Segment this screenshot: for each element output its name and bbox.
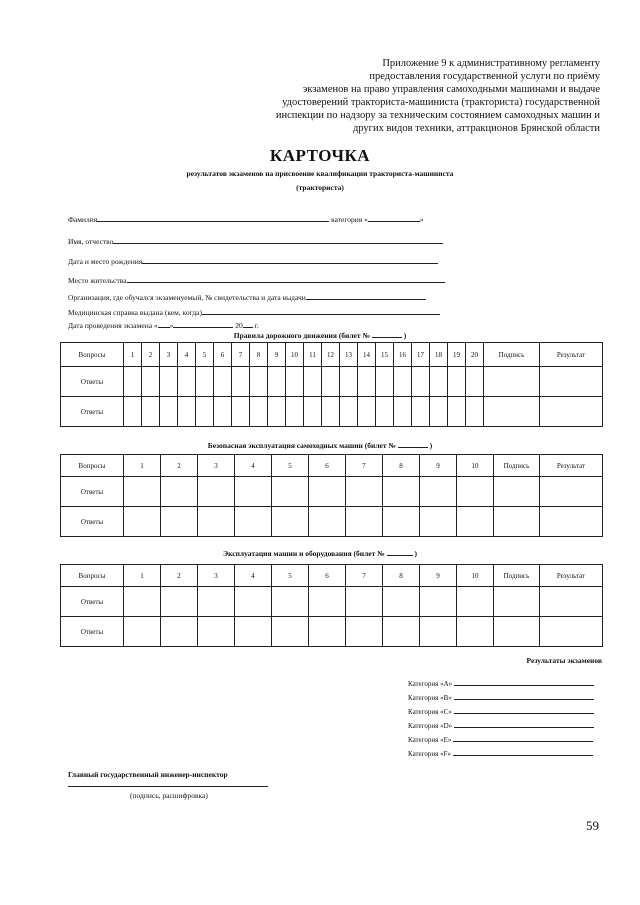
question-number: 9 bbox=[420, 565, 457, 587]
answer-cell[interactable] bbox=[448, 397, 466, 427]
category-d-line[interactable] bbox=[454, 720, 594, 728]
answer-cell[interactable] bbox=[346, 587, 383, 617]
question-number: 11 bbox=[304, 343, 322, 367]
answer-cell[interactable] bbox=[160, 367, 178, 397]
answer-cell[interactable] bbox=[286, 397, 304, 427]
answers-label: Ответы bbox=[61, 397, 124, 427]
answer-cell[interactable] bbox=[198, 617, 235, 647]
question-number: 13 bbox=[340, 343, 358, 367]
answer-cell[interactable] bbox=[346, 477, 383, 507]
answer-cell[interactable] bbox=[235, 617, 272, 647]
answer-cell[interactable] bbox=[272, 507, 309, 537]
answer-cell[interactable] bbox=[358, 367, 376, 397]
answer-cell[interactable] bbox=[235, 477, 272, 507]
answer-cell[interactable] bbox=[322, 397, 340, 427]
answers-label: Ответы bbox=[61, 367, 124, 397]
question-number: 10 bbox=[457, 565, 494, 587]
answer-cell[interactable] bbox=[383, 617, 420, 647]
document-subtitle bbox=[0, 167, 640, 195]
category-f-label: Категория «F» bbox=[408, 750, 451, 758]
answer-cell[interactable] bbox=[340, 397, 358, 427]
answer-cell[interactable] bbox=[322, 367, 340, 397]
section-traffic-rules-close: ) bbox=[403, 331, 407, 340]
answer-cell[interactable] bbox=[457, 507, 494, 537]
category-b-line[interactable] bbox=[454, 692, 594, 700]
answer-cell[interactable] bbox=[124, 507, 161, 537]
answer-cell[interactable] bbox=[430, 367, 448, 397]
question-number: 19 bbox=[448, 343, 466, 367]
answer-cell[interactable] bbox=[309, 617, 346, 647]
question-number: 5 bbox=[272, 455, 309, 477]
result-header: Результат bbox=[540, 565, 603, 587]
category-label: категория « bbox=[331, 215, 368, 224]
answer-cell[interactable] bbox=[346, 507, 383, 537]
header-line-4: удостоверений тракториста-машиниста (тракториста) государственной bbox=[282, 97, 600, 108]
answers-label: Ответы bbox=[61, 477, 124, 507]
category-e-label: Категория «Е» bbox=[408, 736, 452, 744]
category-f-line[interactable] bbox=[453, 748, 593, 756]
answer-cell[interactable] bbox=[383, 587, 420, 617]
answer-cell[interactable] bbox=[161, 617, 198, 647]
answer-cell[interactable] bbox=[457, 617, 494, 647]
question-number: 7 bbox=[232, 343, 250, 367]
question-number: 17 bbox=[412, 343, 430, 367]
name-row bbox=[68, 236, 443, 246]
answer-cell[interactable] bbox=[448, 367, 466, 397]
question-number: 8 bbox=[383, 455, 420, 477]
section-safe-operation-label: Безопасная эксплуатация самоходных машин (билет № bbox=[207, 441, 396, 450]
section-operation-close: ) bbox=[414, 549, 417, 558]
inspector-title: Главный государственный инженер-инспектор bbox=[68, 770, 228, 779]
signature-cell[interactable] bbox=[494, 507, 540, 537]
question-number: 1 bbox=[124, 455, 161, 477]
safe-operation-table bbox=[60, 454, 603, 537]
question-number: 10 bbox=[286, 343, 304, 367]
answer-cell[interactable] bbox=[142, 397, 160, 427]
question-number: 3 bbox=[198, 565, 235, 587]
question-number: 18 bbox=[430, 343, 448, 367]
answer-cell[interactable] bbox=[420, 477, 457, 507]
answer-cell[interactable] bbox=[309, 587, 346, 617]
subtitle-line-1: результатов экзаменов на присвоение квалификации тракториста-машиниста bbox=[186, 169, 454, 178]
question-number: 6 bbox=[309, 455, 346, 477]
question-number: 1 bbox=[124, 343, 142, 367]
answer-cell[interactable] bbox=[235, 507, 272, 537]
category-a-label: Категория «А» bbox=[408, 680, 453, 688]
result-cell[interactable] bbox=[540, 397, 603, 427]
answer-cell[interactable] bbox=[268, 367, 286, 397]
organization-label: Организация, где обучался экзаменуемый, № свидетельства и дата выдачи bbox=[68, 293, 306, 302]
category-d-row bbox=[408, 720, 594, 730]
answers-row bbox=[61, 397, 603, 427]
category-e-row bbox=[408, 734, 593, 744]
ticket-2-line[interactable] bbox=[398, 440, 428, 448]
result-cell[interactable] bbox=[540, 367, 603, 397]
answer-cell[interactable] bbox=[376, 367, 394, 397]
category-b-row bbox=[408, 692, 594, 702]
answer-cell[interactable] bbox=[394, 397, 412, 427]
name-input-line[interactable] bbox=[113, 236, 443, 244]
questions-row bbox=[61, 343, 603, 367]
signature-cell[interactable] bbox=[484, 367, 540, 397]
section-safe-operation bbox=[0, 440, 640, 450]
answer-cell[interactable] bbox=[124, 397, 142, 427]
signature-cell[interactable] bbox=[494, 587, 540, 617]
question-number: 16 bbox=[394, 343, 412, 367]
question-number: 4 bbox=[235, 565, 272, 587]
signature-header: Подпись bbox=[494, 565, 540, 587]
organization-row bbox=[68, 292, 426, 302]
signature-line[interactable] bbox=[68, 786, 268, 787]
answer-cell[interactable] bbox=[340, 367, 358, 397]
result-cell[interactable] bbox=[540, 477, 603, 507]
answer-cell[interactable] bbox=[412, 397, 430, 427]
ticket-3-line[interactable] bbox=[387, 548, 413, 556]
answer-cell[interactable] bbox=[420, 507, 457, 537]
question-number: 7 bbox=[346, 455, 383, 477]
answer-cell[interactable] bbox=[124, 587, 161, 617]
birth-input-line[interactable] bbox=[142, 256, 438, 264]
document-title: КАРТОЧКА bbox=[269, 146, 371, 165]
question-number: 12 bbox=[322, 343, 340, 367]
exam-date-label: Дата проведения экзамена « bbox=[68, 321, 158, 330]
answer-cell[interactable] bbox=[309, 477, 346, 507]
answers-row bbox=[61, 507, 603, 537]
answer-cell[interactable] bbox=[160, 397, 178, 427]
appendix-header bbox=[270, 57, 600, 135]
page-number: 59 bbox=[586, 818, 599, 833]
operation-table bbox=[60, 564, 603, 647]
answer-cell[interactable] bbox=[304, 367, 322, 397]
answer-cell[interactable] bbox=[346, 617, 383, 647]
answer-cell[interactable] bbox=[420, 587, 457, 617]
answer-cell[interactable] bbox=[383, 507, 420, 537]
answer-cell[interactable] bbox=[358, 397, 376, 427]
ticket-1-line[interactable] bbox=[372, 330, 402, 338]
signature-cell[interactable] bbox=[494, 477, 540, 507]
section-traffic-rules-label: Правила дорожного движения (билет № bbox=[233, 331, 370, 340]
signature-header: Подпись bbox=[484, 343, 540, 367]
answers-row bbox=[61, 617, 603, 647]
category-input-line[interactable] bbox=[368, 214, 420, 222]
question-number: 6 bbox=[309, 565, 346, 587]
result-cell[interactable] bbox=[540, 507, 603, 537]
question-number: 5 bbox=[196, 343, 214, 367]
answer-cell[interactable] bbox=[250, 397, 268, 427]
question-number: 4 bbox=[235, 455, 272, 477]
answer-cell[interactable] bbox=[412, 367, 430, 397]
category-a-line[interactable] bbox=[454, 678, 594, 686]
answer-cell[interactable] bbox=[383, 477, 420, 507]
question-number: 5 bbox=[272, 565, 309, 587]
category-a-row bbox=[408, 678, 594, 688]
question-number: 20 bbox=[466, 343, 484, 367]
answer-cell[interactable] bbox=[272, 587, 309, 617]
answer-cell[interactable] bbox=[272, 477, 309, 507]
answer-cell[interactable] bbox=[196, 367, 214, 397]
exam-date-mid: » bbox=[169, 321, 174, 330]
header-line-6: других видов техники, аттракционов Брянской области bbox=[352, 123, 600, 134]
residence-input-line[interactable] bbox=[127, 275, 445, 283]
header-line-2: предоставления государственной услуги по приёму bbox=[369, 71, 600, 82]
header-line-5: инспекции по надзору за техническим состоянием самоходных машин и bbox=[275, 110, 600, 121]
answer-cell[interactable] bbox=[232, 367, 250, 397]
section-operation-label: Эксплуатация машин и оборудования (билет № bbox=[223, 549, 385, 558]
exam-year: 20 bbox=[235, 321, 243, 330]
residence-label: Место жительства bbox=[68, 276, 127, 285]
questions-label: Вопросы bbox=[61, 565, 124, 587]
surname-label: Фамилия bbox=[68, 215, 98, 224]
header-line-1: Приложение 9 к административному регламенту bbox=[382, 58, 600, 69]
answers-row bbox=[61, 367, 603, 397]
questions-row bbox=[61, 565, 603, 587]
question-number: 7 bbox=[346, 565, 383, 587]
result-header: Результат bbox=[540, 455, 603, 477]
result-header: Результат bbox=[540, 343, 603, 367]
category-b-label: Категория «В» bbox=[408, 694, 452, 702]
question-number: 2 bbox=[161, 455, 198, 477]
signature-caption: (подпись, расшифровка) bbox=[130, 791, 208, 800]
residence-row bbox=[68, 275, 445, 285]
answer-cell[interactable] bbox=[250, 367, 268, 397]
exam-year-line[interactable] bbox=[243, 320, 253, 328]
answer-cell[interactable] bbox=[268, 397, 286, 427]
surname-input-line[interactable] bbox=[97, 214, 329, 222]
answer-cell[interactable] bbox=[286, 367, 304, 397]
answer-cell[interactable] bbox=[466, 397, 484, 427]
answer-cell[interactable] bbox=[376, 397, 394, 427]
question-number: 9 bbox=[420, 455, 457, 477]
answer-cell[interactable] bbox=[178, 367, 196, 397]
questions-label: Вопросы bbox=[61, 455, 124, 477]
answers-row bbox=[61, 587, 603, 617]
question-number: 1 bbox=[124, 565, 161, 587]
category-c-line[interactable] bbox=[454, 706, 594, 714]
medical-input-line[interactable] bbox=[202, 307, 440, 315]
birth-label: Дата и место рождения bbox=[68, 257, 143, 266]
answer-cell[interactable] bbox=[178, 397, 196, 427]
result-cell[interactable] bbox=[540, 587, 603, 617]
answer-cell[interactable] bbox=[309, 507, 346, 537]
exam-month-line[interactable] bbox=[173, 320, 233, 328]
results-heading: Результаты экзаменов bbox=[526, 656, 602, 665]
answer-cell[interactable] bbox=[196, 397, 214, 427]
question-number: 8 bbox=[383, 565, 420, 587]
organization-input-line[interactable] bbox=[306, 292, 426, 300]
answer-cell[interactable] bbox=[124, 367, 142, 397]
answer-cell[interactable] bbox=[466, 367, 484, 397]
answer-cell[interactable] bbox=[198, 477, 235, 507]
answer-cell[interactable] bbox=[304, 397, 322, 427]
section-safe-operation-close: ) bbox=[429, 441, 433, 450]
answers-label: Ответы bbox=[61, 617, 124, 647]
answer-cell[interactable] bbox=[457, 587, 494, 617]
header-line-3: экзаменов на право управления самоходными машинами и выдаче bbox=[302, 84, 600, 95]
medical-row bbox=[68, 307, 440, 317]
answer-cell[interactable] bbox=[272, 617, 309, 647]
category-c-row bbox=[408, 706, 594, 716]
question-number: 2 bbox=[161, 565, 198, 587]
answer-cell[interactable] bbox=[214, 397, 232, 427]
signature-header: Подпись bbox=[494, 455, 540, 477]
answers-label: Ответы bbox=[61, 587, 124, 617]
category-d-label: Категория «D» bbox=[408, 722, 453, 730]
answer-cell[interactable] bbox=[214, 367, 232, 397]
exam-date-row bbox=[68, 320, 259, 330]
exam-year-suffix: г. bbox=[254, 321, 259, 330]
answer-cell[interactable] bbox=[198, 587, 235, 617]
category-f-row bbox=[408, 748, 593, 758]
questions-row bbox=[61, 455, 603, 477]
category-close: » bbox=[419, 215, 424, 224]
question-number: 15 bbox=[376, 343, 394, 367]
answer-cell[interactable] bbox=[420, 617, 457, 647]
birth-row bbox=[68, 256, 438, 266]
question-number: 3 bbox=[198, 455, 235, 477]
section-traffic-rules bbox=[0, 330, 640, 340]
question-number: 4 bbox=[178, 343, 196, 367]
answer-cell[interactable] bbox=[161, 477, 198, 507]
name-label: Имя, отчество bbox=[68, 237, 114, 246]
section-operation bbox=[0, 548, 640, 558]
questions-label: Вопросы bbox=[61, 343, 124, 367]
subtitle-line-2: (тракториста) bbox=[296, 183, 344, 192]
category-e-line[interactable] bbox=[453, 734, 593, 742]
question-number: 8 bbox=[250, 343, 268, 367]
answer-cell[interactable] bbox=[124, 477, 161, 507]
question-number: 14 bbox=[358, 343, 376, 367]
exam-day-line[interactable] bbox=[158, 320, 170, 328]
question-number: 3 bbox=[160, 343, 178, 367]
question-number: 10 bbox=[457, 455, 494, 477]
answer-cell[interactable] bbox=[124, 617, 161, 647]
answer-cell[interactable] bbox=[430, 397, 448, 427]
question-number: 2 bbox=[142, 343, 160, 367]
traffic-rules-table bbox=[60, 342, 603, 427]
medical-label: Медицинская справка выдана (кем, когда) bbox=[68, 308, 202, 317]
answer-cell[interactable] bbox=[235, 587, 272, 617]
signature-cell[interactable] bbox=[484, 397, 540, 427]
answer-cell[interactable] bbox=[394, 367, 412, 397]
answer-cell[interactable] bbox=[198, 507, 235, 537]
category-c-label: Категория «С» bbox=[408, 708, 452, 716]
answer-cell[interactable] bbox=[457, 477, 494, 507]
answer-cell[interactable] bbox=[232, 397, 250, 427]
question-number: 9 bbox=[268, 343, 286, 367]
surname-row bbox=[68, 214, 424, 224]
signature-cell[interactable] bbox=[494, 617, 540, 647]
answer-cell[interactable] bbox=[142, 367, 160, 397]
answers-row bbox=[61, 477, 603, 507]
result-cell[interactable] bbox=[540, 617, 603, 647]
answers-label: Ответы bbox=[61, 507, 124, 537]
question-number: 6 bbox=[214, 343, 232, 367]
answer-cell[interactable] bbox=[161, 587, 198, 617]
answer-cell[interactable] bbox=[161, 507, 198, 537]
